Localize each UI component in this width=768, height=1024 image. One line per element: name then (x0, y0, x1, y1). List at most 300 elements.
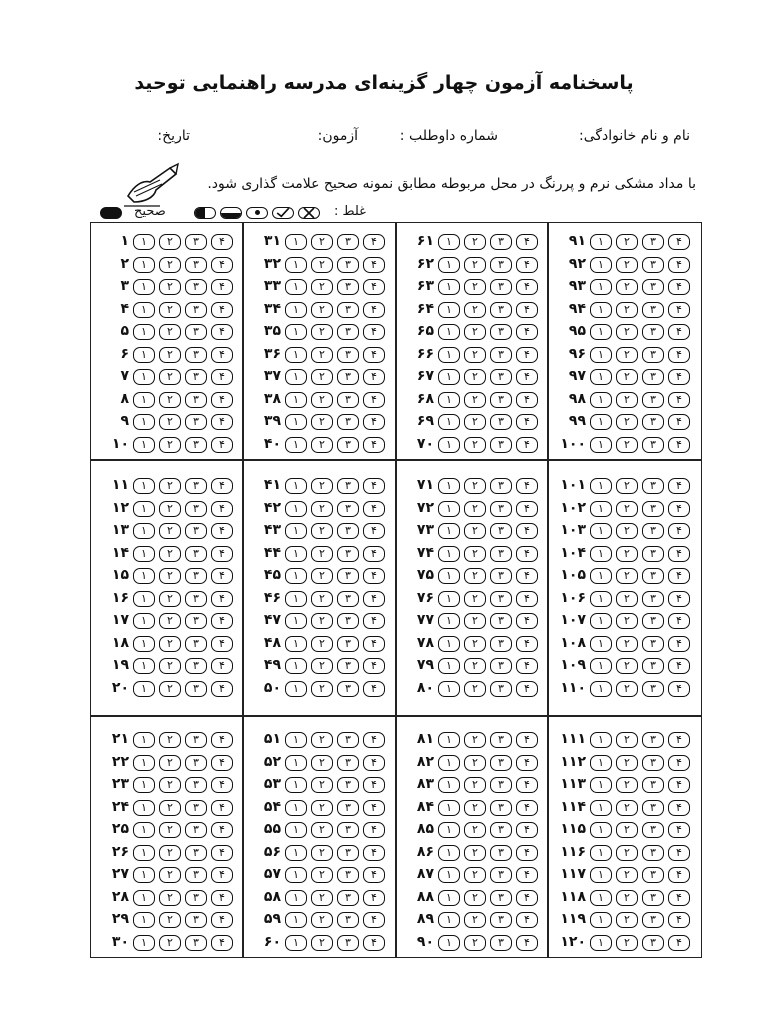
answer-option-bubble[interactable]: ۴ (363, 658, 385, 674)
answer-option-bubble[interactable]: ۲ (616, 890, 638, 906)
answer-option-bubble[interactable]: ۳ (642, 890, 664, 906)
answer-option-bubble[interactable]: ۱ (438, 658, 460, 674)
answer-option-bubble[interactable]: ۱ (133, 279, 155, 295)
answer-option-bubble[interactable]: ۲ (464, 755, 486, 771)
answer-option-bubble[interactable]: ۱ (590, 658, 612, 674)
answer-option-bubble[interactable]: ۴ (668, 302, 690, 318)
answer-option-bubble[interactable]: ۳ (490, 800, 512, 816)
answer-option-bubble[interactable]: ۴ (363, 800, 385, 816)
answer-option-bubble[interactable]: ۳ (490, 257, 512, 273)
answer-option-bubble[interactable]: ۴ (363, 591, 385, 607)
answer-option-bubble[interactable]: ۱ (285, 658, 307, 674)
answer-option-bubble[interactable]: ۴ (211, 800, 233, 816)
answer-option-bubble[interactable]: ۲ (159, 302, 181, 318)
answer-option-bubble[interactable]: ۲ (464, 437, 486, 453)
answer-option-bubble[interactable]: ۴ (516, 302, 538, 318)
answer-option-bubble[interactable]: ۴ (516, 800, 538, 816)
answer-option-bubble[interactable]: ۱ (590, 845, 612, 861)
answer-option-bubble[interactable]: ۴ (211, 658, 233, 674)
answer-option-bubble[interactable]: ۳ (642, 347, 664, 363)
answer-option-bubble[interactable]: ۱ (133, 234, 155, 250)
answer-option-bubble[interactable]: ۴ (516, 935, 538, 951)
answer-option-bubble[interactable]: ۱ (285, 279, 307, 295)
answer-option-bubble[interactable]: ۲ (464, 636, 486, 652)
answer-option-bubble[interactable]: ۳ (337, 822, 359, 838)
answer-option-bubble[interactable]: ۳ (490, 755, 512, 771)
answer-option-bubble[interactable]: ۳ (490, 777, 512, 793)
answer-option-bubble[interactable]: ۴ (363, 613, 385, 629)
answer-option-bubble[interactable]: ۱ (285, 347, 307, 363)
answer-option-bubble[interactable]: ۲ (311, 777, 333, 793)
answer-option-bubble[interactable]: ۴ (668, 732, 690, 748)
answer-option-bubble[interactable]: ۴ (363, 822, 385, 838)
answer-option-bubble[interactable]: ۴ (516, 755, 538, 771)
answer-option-bubble[interactable]: ۱ (438, 613, 460, 629)
answer-option-bubble[interactable]: ۳ (185, 890, 207, 906)
answer-option-bubble[interactable]: ۱ (590, 613, 612, 629)
answer-option-bubble[interactable]: ۲ (616, 369, 638, 385)
answer-option-bubble[interactable]: ۲ (311, 681, 333, 697)
answer-option-bubble[interactable]: ۱ (133, 890, 155, 906)
answer-option-bubble[interactable]: ۳ (642, 613, 664, 629)
answer-option-bubble[interactable]: ۲ (311, 302, 333, 318)
answer-option-bubble[interactable]: ۳ (642, 658, 664, 674)
answer-option-bubble[interactable]: ۳ (337, 613, 359, 629)
answer-option-bubble[interactable]: ۳ (490, 822, 512, 838)
answer-option-bubble[interactable]: ۱ (590, 935, 612, 951)
answer-option-bubble[interactable]: ۲ (464, 523, 486, 539)
answer-option-bubble[interactable]: ۱ (133, 800, 155, 816)
answer-option-bubble[interactable]: ۴ (668, 658, 690, 674)
answer-option-bubble[interactable]: ۲ (616, 636, 638, 652)
answer-option-bubble[interactable]: ۲ (159, 935, 181, 951)
answer-option-bubble[interactable]: ۳ (185, 845, 207, 861)
answer-option-bubble[interactable]: ۲ (311, 636, 333, 652)
answer-option-bubble[interactable]: ۳ (642, 755, 664, 771)
answer-option-bubble[interactable]: ۱ (438, 324, 460, 340)
answer-option-bubble[interactable]: ۲ (159, 777, 181, 793)
answer-option-bubble[interactable]: ۱ (285, 777, 307, 793)
answer-option-bubble[interactable]: ۴ (211, 302, 233, 318)
answer-option-bubble[interactable]: ۲ (616, 302, 638, 318)
answer-option-bubble[interactable]: ۲ (616, 437, 638, 453)
answer-option-bubble[interactable]: ۳ (642, 935, 664, 951)
answer-option-bubble[interactable]: ۴ (211, 437, 233, 453)
answer-option-bubble[interactable]: ۴ (516, 324, 538, 340)
answer-option-bubble[interactable]: ۱ (285, 324, 307, 340)
answer-option-bubble[interactable]: ۲ (616, 681, 638, 697)
answer-option-bubble[interactable]: ۳ (490, 369, 512, 385)
answer-option-bubble[interactable]: ۱ (590, 546, 612, 562)
answer-option-bubble[interactable]: ۳ (337, 636, 359, 652)
answer-option-bubble[interactable]: ۳ (490, 591, 512, 607)
answer-option-bubble[interactable]: ۲ (159, 845, 181, 861)
answer-option-bubble[interactable]: ۴ (211, 279, 233, 295)
answer-option-bubble[interactable]: ۲ (616, 279, 638, 295)
answer-option-bubble[interactable]: ۲ (159, 546, 181, 562)
answer-option-bubble[interactable]: ۲ (616, 613, 638, 629)
answer-option-bubble[interactable]: ۴ (363, 636, 385, 652)
answer-option-bubble[interactable]: ۴ (363, 257, 385, 273)
answer-option-bubble[interactable]: ۴ (668, 257, 690, 273)
answer-option-bubble[interactable]: ۳ (337, 501, 359, 517)
answer-option-bubble[interactable]: ۱ (438, 523, 460, 539)
answer-option-bubble[interactable]: ۴ (668, 347, 690, 363)
answer-option-bubble[interactable]: ۲ (311, 591, 333, 607)
answer-option-bubble[interactable]: ۳ (185, 369, 207, 385)
answer-option-bubble[interactable]: ۴ (211, 414, 233, 430)
answer-option-bubble[interactable]: ۳ (185, 257, 207, 273)
answer-option-bubble[interactable]: ۴ (211, 392, 233, 408)
answer-option-bubble[interactable]: ۳ (185, 800, 207, 816)
answer-option-bubble[interactable]: ۱ (590, 478, 612, 494)
answer-option-bubble[interactable]: ۲ (159, 501, 181, 517)
answer-option-bubble[interactable]: ۲ (464, 392, 486, 408)
answer-option-bubble[interactable]: ۱ (133, 935, 155, 951)
answer-option-bubble[interactable]: ۳ (185, 279, 207, 295)
answer-option-bubble[interactable]: ۱ (133, 777, 155, 793)
answer-option-bubble[interactable]: ۲ (159, 478, 181, 494)
answer-option-bubble[interactable]: ۱ (590, 800, 612, 816)
answer-option-bubble[interactable]: ۳ (337, 867, 359, 883)
answer-option-bubble[interactable]: ۴ (516, 658, 538, 674)
answer-option-bubble[interactable]: ۴ (363, 392, 385, 408)
answer-option-bubble[interactable]: ۴ (211, 546, 233, 562)
answer-option-bubble[interactable]: ۴ (668, 912, 690, 928)
answer-option-bubble[interactable]: ۳ (185, 324, 207, 340)
answer-option-bubble[interactable]: ۳ (642, 523, 664, 539)
answer-option-bubble[interactable]: ۱ (438, 890, 460, 906)
answer-option-bubble[interactable]: ۳ (185, 755, 207, 771)
answer-option-bubble[interactable]: ۳ (337, 890, 359, 906)
answer-option-bubble[interactable]: ۲ (159, 279, 181, 295)
answer-option-bubble[interactable]: ۲ (159, 732, 181, 748)
answer-option-bubble[interactable]: ۱ (285, 234, 307, 250)
answer-option-bubble[interactable]: ۴ (363, 912, 385, 928)
answer-option-bubble[interactable]: ۴ (668, 478, 690, 494)
answer-option-bubble[interactable]: ۱ (590, 912, 612, 928)
answer-option-bubble[interactable]: ۱ (133, 523, 155, 539)
answer-option-bubble[interactable]: ۱ (133, 257, 155, 273)
answer-option-bubble[interactable]: ۳ (490, 279, 512, 295)
answer-option-bubble[interactable]: ۴ (668, 234, 690, 250)
answer-option-bubble[interactable]: ۲ (311, 935, 333, 951)
answer-option-bubble[interactable]: ۳ (490, 392, 512, 408)
answer-option-bubble[interactable]: ۳ (490, 414, 512, 430)
answer-option-bubble[interactable]: ۱ (285, 681, 307, 697)
answer-option-bubble[interactable]: ۴ (211, 867, 233, 883)
answer-option-bubble[interactable]: ۴ (516, 369, 538, 385)
answer-option-bubble[interactable]: ۲ (464, 302, 486, 318)
answer-option-bubble[interactable]: ۳ (642, 437, 664, 453)
answer-option-bubble[interactable]: ۲ (616, 800, 638, 816)
answer-option-bubble[interactable]: ۴ (363, 414, 385, 430)
answer-option-bubble[interactable]: ۱ (285, 935, 307, 951)
answer-option-bubble[interactable]: ۳ (642, 257, 664, 273)
answer-option-bubble[interactable]: ۴ (363, 755, 385, 771)
answer-option-bubble[interactable]: ۲ (616, 732, 638, 748)
answer-option-bubble[interactable]: ۱ (438, 234, 460, 250)
answer-option-bubble[interactable]: ۴ (363, 347, 385, 363)
answer-option-bubble[interactable]: ۴ (211, 845, 233, 861)
answer-option-bubble[interactable]: ۴ (363, 732, 385, 748)
answer-option-bubble[interactable]: ۱ (133, 546, 155, 562)
answer-option-bubble[interactable]: ۴ (363, 279, 385, 295)
answer-option-bubble[interactable]: ۴ (211, 935, 233, 951)
answer-option-bubble[interactable]: ۴ (516, 234, 538, 250)
answer-option-bubble[interactable]: ۱ (590, 568, 612, 584)
answer-option-bubble[interactable]: ۲ (159, 658, 181, 674)
answer-option-bubble[interactable]: ۴ (516, 501, 538, 517)
answer-option-bubble[interactable]: ۲ (311, 822, 333, 838)
answer-option-bubble[interactable]: ۲ (464, 912, 486, 928)
answer-option-bubble[interactable]: ۴ (363, 234, 385, 250)
answer-option-bubble[interactable]: ۲ (616, 501, 638, 517)
answer-option-bubble[interactable]: ۲ (311, 437, 333, 453)
answer-option-bubble[interactable]: ۴ (211, 732, 233, 748)
answer-option-bubble[interactable]: ۲ (464, 324, 486, 340)
answer-option-bubble[interactable]: ۲ (464, 867, 486, 883)
answer-option-bubble[interactable]: ۲ (159, 414, 181, 430)
answer-option-bubble[interactable]: ۳ (185, 867, 207, 883)
answer-option-bubble[interactable]: ۳ (185, 437, 207, 453)
answer-option-bubble[interactable]: ۱ (438, 279, 460, 295)
answer-option-bubble[interactable]: ۲ (616, 755, 638, 771)
answer-option-bubble[interactable]: ۱ (438, 777, 460, 793)
answer-option-bubble[interactable]: ۳ (185, 501, 207, 517)
answer-option-bubble[interactable]: ۳ (337, 732, 359, 748)
answer-option-bubble[interactable]: ۳ (185, 478, 207, 494)
answer-option-bubble[interactable]: ۲ (311, 890, 333, 906)
answer-option-bubble[interactable]: ۴ (363, 546, 385, 562)
answer-option-bubble[interactable]: ۲ (616, 912, 638, 928)
answer-option-bubble[interactable]: ۱ (590, 636, 612, 652)
answer-option-bubble[interactable]: ۴ (363, 890, 385, 906)
answer-option-bubble[interactable]: ۱ (133, 681, 155, 697)
answer-option-bubble[interactable]: ۴ (363, 324, 385, 340)
answer-option-bubble[interactable]: ۱ (285, 732, 307, 748)
answer-option-bubble[interactable]: ۴ (516, 414, 538, 430)
answer-option-bubble[interactable]: ۴ (363, 501, 385, 517)
answer-option-bubble[interactable]: ۲ (159, 324, 181, 340)
answer-option-bubble[interactable]: ۱ (133, 478, 155, 494)
answer-option-bubble[interactable]: ۳ (490, 437, 512, 453)
answer-option-bubble[interactable]: ۳ (642, 568, 664, 584)
answer-option-bubble[interactable]: ۳ (642, 501, 664, 517)
answer-option-bubble[interactable]: ۳ (337, 935, 359, 951)
answer-option-bubble[interactable]: ۲ (159, 755, 181, 771)
answer-option-bubble[interactable]: ۲ (311, 546, 333, 562)
answer-option-bubble[interactable]: ۱ (285, 392, 307, 408)
answer-option-bubble[interactable]: ۲ (464, 845, 486, 861)
answer-option-bubble[interactable]: ۳ (490, 867, 512, 883)
answer-option-bubble[interactable]: ۴ (516, 890, 538, 906)
answer-option-bubble[interactable]: ۲ (159, 636, 181, 652)
answer-option-bubble[interactable]: ۴ (211, 478, 233, 494)
answer-option-bubble[interactable]: ۴ (516, 822, 538, 838)
answer-option-bubble[interactable]: ۳ (490, 523, 512, 539)
answer-option-bubble[interactable]: ۴ (516, 478, 538, 494)
answer-option-bubble[interactable]: ۲ (464, 658, 486, 674)
answer-option-bubble[interactable]: ۲ (311, 324, 333, 340)
answer-option-bubble[interactable]: ۴ (668, 890, 690, 906)
answer-option-bubble[interactable]: ۲ (311, 568, 333, 584)
answer-option-bubble[interactable]: ۴ (516, 636, 538, 652)
answer-option-bubble[interactable]: ۳ (642, 732, 664, 748)
answer-option-bubble[interactable]: ۱ (438, 800, 460, 816)
answer-option-bubble[interactable]: ۱ (590, 732, 612, 748)
answer-option-bubble[interactable]: ۱ (438, 501, 460, 517)
answer-option-bubble[interactable]: ۲ (464, 777, 486, 793)
answer-option-bubble[interactable]: ۱ (590, 324, 612, 340)
answer-option-bubble[interactable]: ۲ (616, 867, 638, 883)
answer-option-bubble[interactable]: ۲ (311, 347, 333, 363)
answer-option-bubble[interactable]: ۲ (616, 568, 638, 584)
answer-option-bubble[interactable]: ۳ (337, 279, 359, 295)
answer-option-bubble[interactable]: ۱ (285, 568, 307, 584)
answer-option-bubble[interactable]: ۲ (464, 568, 486, 584)
answer-option-bubble[interactable]: ۳ (490, 658, 512, 674)
answer-option-bubble[interactable]: ۳ (337, 324, 359, 340)
answer-option-bubble[interactable]: ۳ (337, 568, 359, 584)
answer-option-bubble[interactable]: ۲ (464, 935, 486, 951)
answer-option-bubble[interactable]: ۴ (668, 591, 690, 607)
answer-option-bubble[interactable]: ۳ (337, 234, 359, 250)
answer-option-bubble[interactable]: ۲ (311, 867, 333, 883)
answer-option-bubble[interactable]: ۲ (159, 257, 181, 273)
answer-option-bubble[interactable]: ۱ (590, 302, 612, 318)
answer-option-bubble[interactable]: ۱ (438, 845, 460, 861)
answer-option-bubble[interactable]: ۴ (668, 822, 690, 838)
answer-option-bubble[interactable]: ۳ (185, 414, 207, 430)
answer-option-bubble[interactable]: ۳ (185, 777, 207, 793)
answer-option-bubble[interactable]: ۱ (133, 414, 155, 430)
answer-option-bubble[interactable]: ۱ (133, 347, 155, 363)
answer-option-bubble[interactable]: ۳ (642, 867, 664, 883)
answer-option-bubble[interactable]: ۴ (668, 324, 690, 340)
answer-option-bubble[interactable]: ۲ (311, 613, 333, 629)
answer-option-bubble[interactable]: ۳ (642, 912, 664, 928)
answer-option-bubble[interactable]: ۲ (311, 392, 333, 408)
answer-option-bubble[interactable]: ۴ (211, 681, 233, 697)
answer-option-bubble[interactable]: ۲ (616, 591, 638, 607)
answer-option-bubble[interactable]: ۳ (337, 414, 359, 430)
answer-option-bubble[interactable]: ۱ (438, 822, 460, 838)
answer-option-bubble[interactable]: ۴ (516, 437, 538, 453)
answer-option-bubble[interactable]: ۱ (133, 658, 155, 674)
answer-option-bubble[interactable]: ۱ (133, 613, 155, 629)
answer-option-bubble[interactable]: ۱ (438, 755, 460, 771)
answer-option-bubble[interactable]: ۳ (337, 777, 359, 793)
answer-option-bubble[interactable]: ۲ (616, 324, 638, 340)
answer-option-bubble[interactable]: ۴ (668, 568, 690, 584)
answer-option-bubble[interactable]: ۴ (211, 822, 233, 838)
answer-option-bubble[interactable]: ۳ (490, 636, 512, 652)
answer-option-bubble[interactable]: ۱ (285, 845, 307, 861)
answer-option-bubble[interactable]: ۳ (185, 546, 207, 562)
answer-option-bubble[interactable]: ۳ (490, 324, 512, 340)
answer-option-bubble[interactable]: ۴ (516, 912, 538, 928)
answer-option-bubble[interactable]: ۲ (464, 822, 486, 838)
answer-option-bubble[interactable]: ۳ (337, 257, 359, 273)
answer-option-bubble[interactable]: ۴ (516, 568, 538, 584)
answer-option-bubble[interactable]: ۱ (438, 636, 460, 652)
answer-option-bubble[interactable]: ۱ (590, 867, 612, 883)
answer-option-bubble[interactable]: ۴ (668, 777, 690, 793)
answer-option-bubble[interactable]: ۴ (516, 845, 538, 861)
answer-option-bubble[interactable]: ۴ (211, 890, 233, 906)
answer-option-bubble[interactable]: ۴ (516, 546, 538, 562)
answer-option-bubble[interactable]: ۳ (642, 591, 664, 607)
answer-option-bubble[interactable]: ۱ (133, 369, 155, 385)
answer-option-bubble[interactable]: ۴ (363, 568, 385, 584)
answer-option-bubble[interactable]: ۳ (642, 414, 664, 430)
answer-option-bubble[interactable]: ۴ (668, 437, 690, 453)
answer-option-bubble[interactable]: ۲ (311, 912, 333, 928)
answer-option-bubble[interactable]: ۳ (642, 845, 664, 861)
answer-option-bubble[interactable]: ۱ (590, 369, 612, 385)
answer-option-bubble[interactable]: ۲ (311, 658, 333, 674)
answer-option-bubble[interactable]: ۲ (464, 257, 486, 273)
answer-option-bubble[interactable]: ۴ (668, 681, 690, 697)
answer-option-bubble[interactable]: ۴ (211, 591, 233, 607)
answer-option-bubble[interactable]: ۴ (363, 523, 385, 539)
answer-option-bubble[interactable]: ۱ (590, 890, 612, 906)
answer-option-bubble[interactable]: ۴ (516, 867, 538, 883)
answer-option-bubble[interactable]: ۱ (438, 681, 460, 697)
answer-option-bubble[interactable]: ۴ (363, 478, 385, 494)
answer-option-bubble[interactable]: ۱ (285, 546, 307, 562)
answer-option-bubble[interactable]: ۴ (516, 591, 538, 607)
answer-option-bubble[interactable]: ۱ (438, 437, 460, 453)
answer-option-bubble[interactable]: ۳ (337, 478, 359, 494)
answer-option-bubble[interactable]: ۳ (490, 890, 512, 906)
answer-option-bubble[interactable]: ۱ (285, 414, 307, 430)
answer-option-bubble[interactable]: ۲ (464, 347, 486, 363)
answer-option-bubble[interactable]: ۱ (438, 912, 460, 928)
answer-option-bubble[interactable]: ۱ (285, 523, 307, 539)
answer-option-bubble[interactable]: ۲ (159, 613, 181, 629)
answer-option-bubble[interactable]: ۳ (642, 392, 664, 408)
answer-option-bubble[interactable]: ۱ (438, 478, 460, 494)
answer-option-bubble[interactable]: ۴ (363, 777, 385, 793)
answer-option-bubble[interactable]: ۲ (159, 369, 181, 385)
answer-option-bubble[interactable]: ۲ (311, 800, 333, 816)
answer-option-bubble[interactable]: ۱ (285, 890, 307, 906)
answer-option-bubble[interactable]: ۳ (337, 437, 359, 453)
answer-option-bubble[interactable]: ۴ (668, 414, 690, 430)
answer-option-bubble[interactable]: ۳ (490, 234, 512, 250)
answer-option-bubble[interactable]: ۴ (516, 279, 538, 295)
answer-option-bubble[interactable]: ۲ (616, 777, 638, 793)
answer-option-bubble[interactable]: ۳ (337, 800, 359, 816)
answer-option-bubble[interactable]: ۳ (337, 591, 359, 607)
answer-option-bubble[interactable]: ۲ (464, 501, 486, 517)
answer-option-bubble[interactable]: ۲ (464, 546, 486, 562)
answer-option-bubble[interactable]: ۳ (185, 591, 207, 607)
answer-option-bubble[interactable]: ۲ (311, 845, 333, 861)
answer-option-bubble[interactable]: ۳ (642, 324, 664, 340)
answer-option-bubble[interactable]: ۱ (285, 822, 307, 838)
answer-option-bubble[interactable]: ۴ (516, 347, 538, 363)
answer-option-bubble[interactable]: ۱ (590, 437, 612, 453)
answer-option-bubble[interactable]: ۴ (363, 302, 385, 318)
answer-option-bubble[interactable]: ۲ (159, 681, 181, 697)
answer-option-bubble[interactable]: ۳ (490, 478, 512, 494)
answer-option-bubble[interactable]: ۱ (133, 501, 155, 517)
answer-option-bubble[interactable]: ۴ (211, 912, 233, 928)
answer-option-bubble[interactable]: ۳ (642, 681, 664, 697)
